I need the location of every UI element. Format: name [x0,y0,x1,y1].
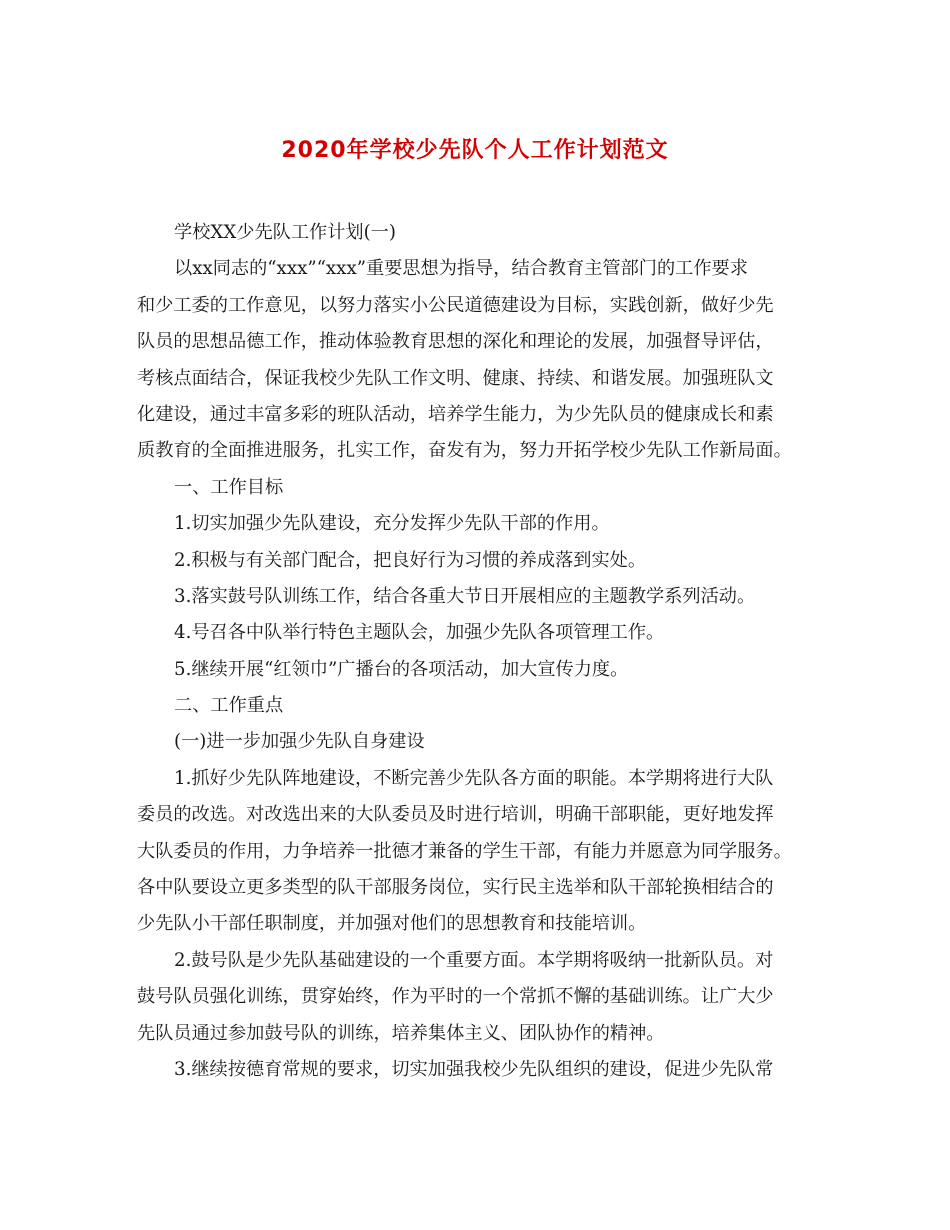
text-line: 和少工委的工作意见，以努力落实小公民道德建设为目标，实践创新，做好少先 [137,294,774,316]
document-title: 2020年学校少先队个人工作计划范文 [281,138,669,163]
text-line: 4.号召各中队举行特色主题队会，加强少先队各项管理工作。 [174,622,665,644]
text-line: 一、工作目标 [174,476,284,498]
text-line: (一)进一步加强少先队自身建设 [174,731,425,753]
text-line: 1.切实加强少先队建设，充分发挥少先队干部的作用。 [174,513,610,535]
text-line: 大队委员的作用，力争培养一批德才兼备的学生干部，有能力并愿意为同学服务。 [137,840,792,862]
text-line: 考核点面结合，保证我校少先队工作文明、健康、持续、和谐发展。加强班队文 [137,367,774,389]
text-line: 队员的思想品德工作，推动体验教育思想的深化和理论的发展，加强督导评估， [137,331,774,353]
text-line: 先队员通过参加鼓号队的训练，培养集体主义、团队协作的精神。 [137,1022,665,1044]
document-body [137,215,817,1088]
text-line: 3.落实鼓号队训练工作，结合各重大节日开展相应的主题教学系列活动。 [174,585,756,607]
text-line: 2.积极与有关部门配合，把良好行为习惯的养成落到实处。 [174,549,647,571]
text-line: 各中队要设立更多类型的队干部服务岗位，实行民主选举和队干部轮换相结合的 [137,877,774,899]
text-line: 化建设，通过丰富多彩的班队活动，培养学生能力，为少先队员的健康成长和素 [137,403,774,425]
text-line: 质教育的全面推进服务，扎实工作，奋发有为，努力开拓学校少先队工作新局面。 [137,440,792,462]
text-line: 委员的改选。对改选出来的大队委员及时进行培训，明确干部职能，更好地发挥 [137,804,774,826]
text-line: 少先队小干部任职制度，并加强对他们的思想教育和技能培训。 [137,913,647,935]
text-line: 以xx同志的“xxx”“xxx”重要思想为指导，结合教育主管部门的工作要求 [174,258,748,280]
text-line: 2.鼓号队是少先队基础建设的一个重要方面。本学期将吸纳一批新队员。对 [174,949,774,971]
text-line: 5.继续开展“红领巾”广播台的各项活动，加大宣传力度。 [174,658,629,680]
text-line: 3.继续按德育常规的要求，切实加强我校少先队组织的建设，促进少先队常 [174,1058,774,1080]
text-line: 二、工作重点 [174,695,284,717]
text-line: 1.抓好少先队阵地建设，不断完善少先队各方面的职能。本学期将进行大队 [174,767,774,789]
text-line: 鼓号队员强化训练，贯穿始终，作为平时的一个常抓不懈的基础训练。让广大少 [137,986,774,1008]
text-line: 学校XX少先队工作计划(一) [174,222,396,243]
